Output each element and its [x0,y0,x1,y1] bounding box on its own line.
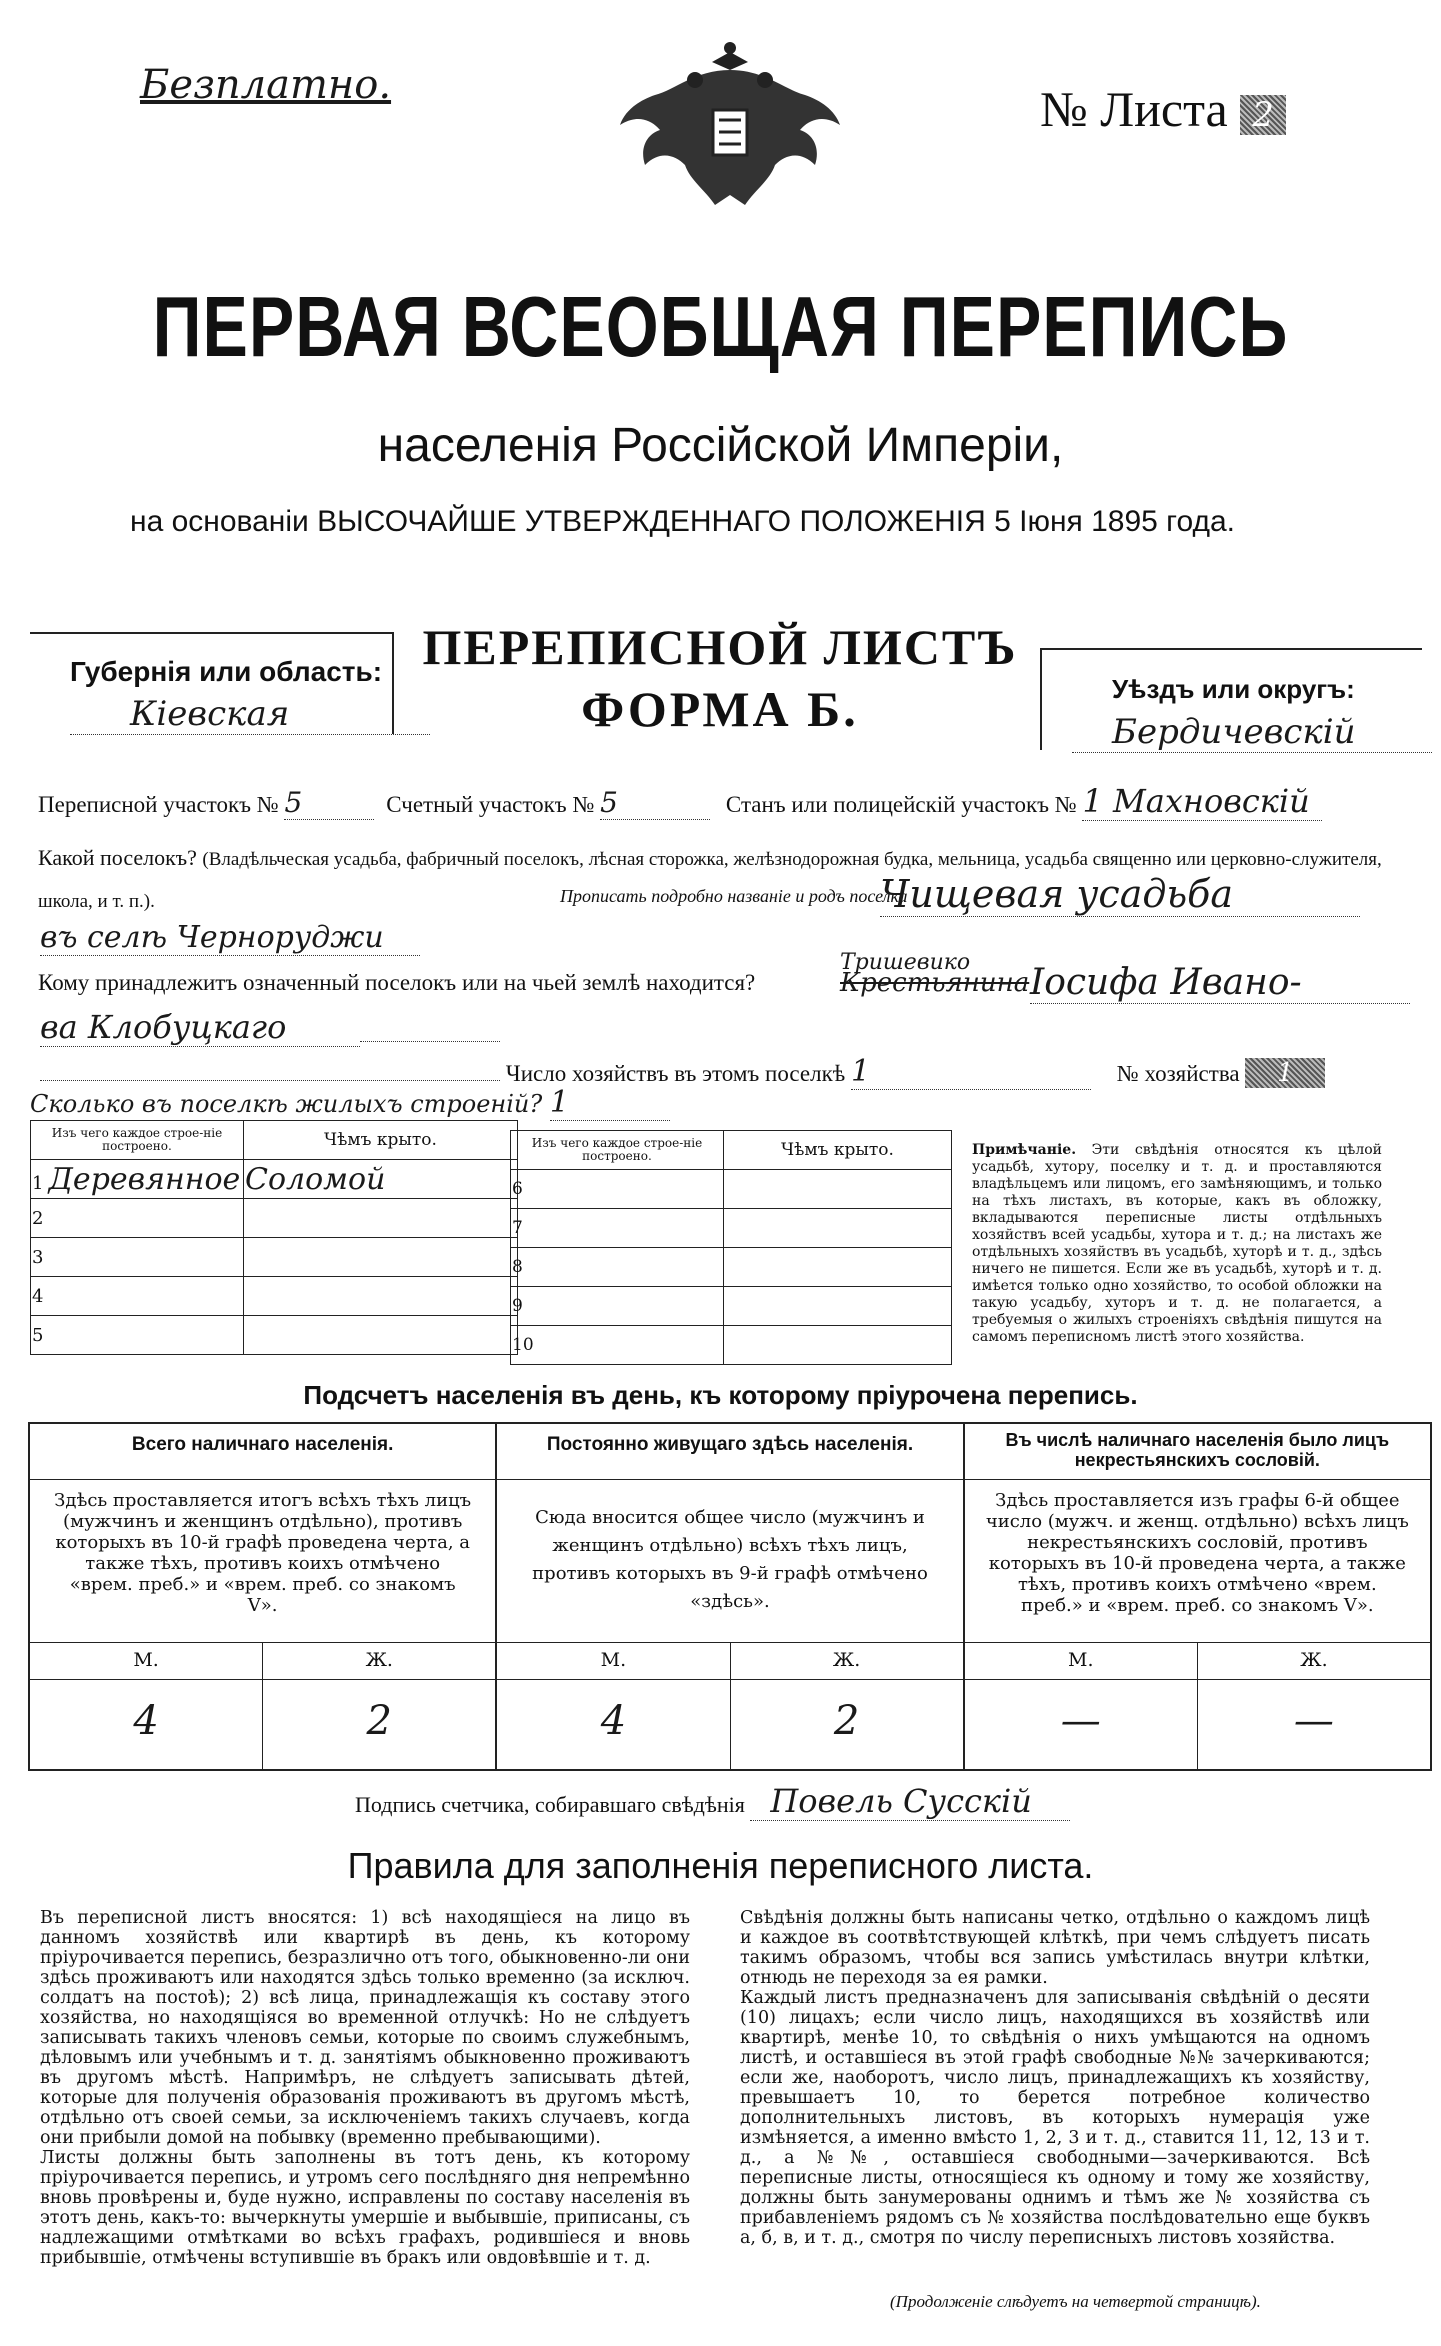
uezd-value: Бердичевскій [1072,712,1432,753]
row-number: 1 [32,1172,44,1194]
building-row-7: 7 [511,1209,724,1248]
households-label: Число хозяйствъ въ этомъ поселкѣ [505,1061,846,1086]
settlement-hint: (Владѣльческая усадьба, фабричный поселокъ, лѣсная сторожка, желѣзнодорожная будка, мельница, усадьба священно или церковно-служителя, школа, и т. п.). [38,849,1382,912]
uezd-label: Уѣздъ или округъ: [1112,674,1355,704]
f-value: 2 [366,1698,392,1744]
gubernia-value: Кіевская [70,694,430,735]
sheet-number-value: 2 [1240,95,1286,135]
population-mf-values [30,1679,495,1769]
m-label: М. [30,1643,263,1679]
row-number: 4 [32,1285,44,1307]
row-number: 2 [32,1207,44,1229]
building-roof [244,1238,518,1277]
stan-value: 1 Махновскій [1082,782,1322,821]
census-area-row [38,782,1428,821]
gubernia-label: Губернія или область: [70,656,383,687]
signature-label: Подпись счетчика, собиравшаго свѣдѣнія [355,1792,745,1817]
roof-header: Чѣмъ крыто. [724,1131,952,1170]
buildings-label: Сколько въ поселкѣ жилыхъ строеній? [30,1090,543,1118]
buildings-table-left [30,1120,518,1355]
owner-value-above: Тришевико [840,950,971,975]
population-col-nonpeasant [965,1424,1430,1769]
building-row-3 [31,1238,244,1277]
settlement-hint2: Прописать подробно названіе и родъ поселка [560,886,908,906]
population-col-desc: Сюда вносится общее число (мужчинъ и женщинъ отдѣльно) всѣхъ тѣхъ лицъ, противъ которыхъ въ 9-й графѣ отмѣчено «здѣсь». [532,1507,928,1612]
population-mf-header [965,1642,1430,1679]
m-label: М. [497,1643,730,1679]
population-col-title: Въ числѣ наличнаго населенія было лицъ некрестьянскихъ сословій. [965,1424,1430,1480]
building-roof [724,1170,952,1209]
gubernia-box [30,632,394,734]
building-row-5 [31,1316,244,1355]
f-value: — [1293,1698,1334,1744]
buildings-table-right [510,1130,952,1365]
f-label: Ж. [832,1649,861,1671]
building-row-9: 9 [511,1287,724,1326]
buildings-note [972,1142,1382,1346]
owner-value-2: ва Клобуцкаго [40,1008,360,1047]
population-table [28,1422,1432,1771]
population-col-total [30,1424,497,1769]
rules-right-column: Свѣдѣнія должны быть написаны четко, отдѣльно о каждомъ лицѣ и каждое въ соотвѣтствующей клѣткѣ, при чемъ слѣдуетъ писать такимъ образомъ, чтобы вся запись умѣстилась внутри клѣтки, отнюдь не переходя за ея рамки. Каждый листъ предназначенъ для записыванія свѣдѣній о десяти (10) лицахъ; если число лицъ, находящихся въ хозяйствѣ или квартирѣ, менѣе 10, то свѣдѣнія о нихъ умѣщаются на одномъ листѣ, и оставшіеся въ этой графѣ свободные №№ зачеркиваются; если же, наоборотъ, число лицъ, принадлежащихъ къ хозяйству, превышаетъ 10, то берется потребное количество дополнительныхъ листовъ, въ которыхъ нумерація уже измѣняется, а именно вмѣсто 1, 2, 3 и т. д., ставится 11, 12, 13 и т. д., а №№, оставшіеся свободными—зачеркиваются. Всѣ переписные листы, относящіеся къ одному и тому же хозяйству, должны быть занумерованы однимъ и тѣмъ же № хозяйства съ прибавленіемъ рядомъ съ № хозяйства послѣдовательно еще буквъ а, б, в, и т. д., смотря по числу переписныхъ листовъ хозяйства. [740,1908,1370,2248]
settlement-label: Какой поселокъ? [38,845,197,870]
m-label: М. [965,1643,1198,1679]
form-name: ФОРМА Б. [581,681,859,737]
buildings-value: 1 [550,1085,670,1121]
rules-continued-note: (Продолженіе слѣдуетъ на четвертой страницѣ). [890,2292,1261,2311]
population-mf-values [497,1679,962,1769]
material-header: Изъ чего каждое строе-ніе построено. [31,1121,244,1160]
free-label: Безплатно. [140,62,392,108]
population-col-desc: Здѣсь проставляется изъ графы 6-й общее число (мужч. и женщ. отдѣльно) всѣхъ лицъ некрестьянскихъ сословій, противъ которыхъ въ 10-й проведена черта, а также тѣхъ, противъ коихъ отмѣчено «врем. преб.» и «врем. преб. со знакомъ V». [985,1490,1409,1616]
page-subtitle: населенія Россійской Имперіи, [377,419,1064,472]
building-roof [724,1209,952,1248]
legal-basis: на основаніи ВЫСОЧАЙШЕ УТВЕРЖДЕННАГО ПОЛОЖЕНІЯ 5 Іюня 1895 года. [130,505,1236,538]
stan-label: Станъ или полицейскій участокъ № [725,792,1077,817]
coat-of-arms-icon [615,40,845,215]
roof-header: Чѣмъ крыто. [244,1121,518,1160]
building-roof [724,1287,952,1326]
households-value: 1 [851,1054,1091,1090]
building-roof: Соломой [244,1160,518,1199]
page-title: ПЕРВАЯ ВСЕОБЩАЯ ПЕРЕПИСЬ [152,279,1289,375]
f-label: Ж. [1300,1649,1328,1671]
building-material: Деревянное [48,1161,241,1197]
building-row-10: 10 [511,1326,724,1365]
owner-line-filler [360,1040,500,1042]
population-col-desc: Здѣсь проставляется итогъ всѣхъ тѣхъ лицъ (мужчинъ и женщинъ отдѣльно), противъ которыхъ въ 10-й графѣ проведена черта, а также тѣхъ, противъ коихъ отмѣчено «врем. преб.» и «врем. преб. со знакомъ V». [54,1490,472,1616]
population-mf-header [497,1642,962,1679]
owner-value: Іосифа Ивано- [1030,962,1410,1004]
census-area-label: Переписной участокъ № [38,792,279,817]
m-value: 4 [497,1680,730,1769]
owner-row [38,970,755,996]
signature-value: Повель Сусскій [750,1782,1070,1821]
sheet-number-label: № Листа 2 [1040,80,1286,138]
population-col-title: Всего наличнаго населенія. [30,1424,495,1480]
building-row-8: 8 [511,1248,724,1287]
m-value: 4 [30,1680,263,1769]
building-roof [244,1316,518,1355]
m-value: — [965,1680,1198,1769]
buildings-row [30,1085,670,1121]
census-area-value: 5 [284,786,374,820]
sheet-type-label: ПЕРЕПИСНОЙ ЛИСТЪ [422,619,1018,675]
rules-heading: Правила для заполненія переписного листа. [347,1845,1094,1886]
building-roof [724,1248,952,1287]
rules-left-column: Въ переписной листъ вносятся: 1) всѣ находящіеся на лицо въ данномъ хозяйствѣ или квартирѣ въ день, къ которому пріурочивается перепись, безразлично отъ того, обыкновенно-ли они здѣсь проживаютъ или находятся здѣсь только временно (за исключ. солдатъ на постоѣ); 2) всѣ лица, принадлежащія къ составу этого хозяйства, но находящіяся во временной отлучкѣ: Но не слѣдуетъ записывать такихъ членовъ семьи, которые по своимъ служебнымъ, дѣловымъ или учебнымъ и т. д. занятіямъ обыкновенно проживаютъ въ другомъ мѣстѣ. Напримѣръ, не слѣдуетъ записывать дѣтей, которые для полученія образованія проживаютъ въ другомъ мѣстѣ, отдѣльно отъ своей семьи, за исключеніемъ такихъ случаевъ, когда они прибыли домой на побывку (временно пребывающими). Листы должны быть заполнены въ тотъ день, къ которому пріурочивается перепись, и утромъ сего послѣдняго дня непремѣнно вновь провѣрены и, буде нужно, исправлены по составу населенія въ этотъ день, какъ-то: вычеркнуты умершіе и выбывшіе, приписаны, съ надлежащими отмѣтками во всѣхъ графахъ, родившіеся и вновь прибывшіе, отмѣчены вступившіе въ бракъ или овдовѣвшіе и т. д. [40,1908,690,2268]
note-text: Эти свѣдѣнія относятся къ цѣлой усадьбѣ, хутору, поселку и т. д. и проставляются владѣльцемъ или лицомъ, его замѣняющимъ, и только на тѣхъ листахъ, въ которые, какъ въ обложку, вкладываются переписные листы отдѣльныхъ хозяйствъ всей усадьбы, хутора и т. д.; на листахъ же отдѣльныхъ хозяйствъ въ усадьбѣ, хуторѣ и т. д., здѣсь ничего не пишется. Если же въ усадьбѣ, хуторѣ и т. д. имѣется только одно хозяйство, то особой обложки на такую усадьбу, хуторъ и т. д. не полагается, а требуемыя о жилыхъ строеніяхъ свѣдѣнія пишутся на самомъ переписномъ листѣ этого хозяйства. [972,1142,1382,1345]
row-number: 5 [32,1324,44,1346]
building-row-2 [31,1199,244,1238]
material-header: Изъ чего каждое строе-ніе построено. [511,1131,724,1170]
building-roof [244,1199,518,1238]
building-row-4 [31,1277,244,1316]
settlement-hint2-row [560,886,907,907]
settlement-value-2: въ селѣ Черноруджи [40,920,420,956]
count-area-value: 5 [600,786,710,820]
f-value: 2 [833,1698,860,1744]
uezd-box [1040,648,1422,750]
household-no-value: 1 [1245,1058,1325,1088]
count-area-label: Счетный участокъ № [386,792,595,817]
building-row-1 [31,1160,244,1199]
note-title: Примѣчаніе. [972,1142,1077,1158]
household-no-label: № хозяйства [1116,1061,1240,1086]
population-mf-values [965,1679,1430,1769]
settlement-value: Чищевая усадьба [880,872,1360,917]
owner-value-struck: Крестьянина [840,968,1030,998]
sheet-type-title [420,618,1020,738]
building-row-6: 6 [511,1170,724,1209]
owner-label: Кому принадлежитъ означенный поселокъ или на чьей землѣ находится? [38,970,756,995]
population-mf-header [30,1642,495,1679]
population-col-permanent [497,1424,964,1769]
households-prefill-line [40,1080,500,1081]
building-roof [724,1326,952,1365]
signature-row [355,1782,1070,1821]
population-col-title: Постоянно живущаго здѣсь населенія. [497,1424,962,1480]
row-number: 3 [32,1246,44,1268]
population-heading: Подсчетъ населенія въ день, къ которому пріурочена перепись. [303,1380,1138,1410]
f-label: Ж. [365,1649,393,1671]
building-roof [244,1277,518,1316]
